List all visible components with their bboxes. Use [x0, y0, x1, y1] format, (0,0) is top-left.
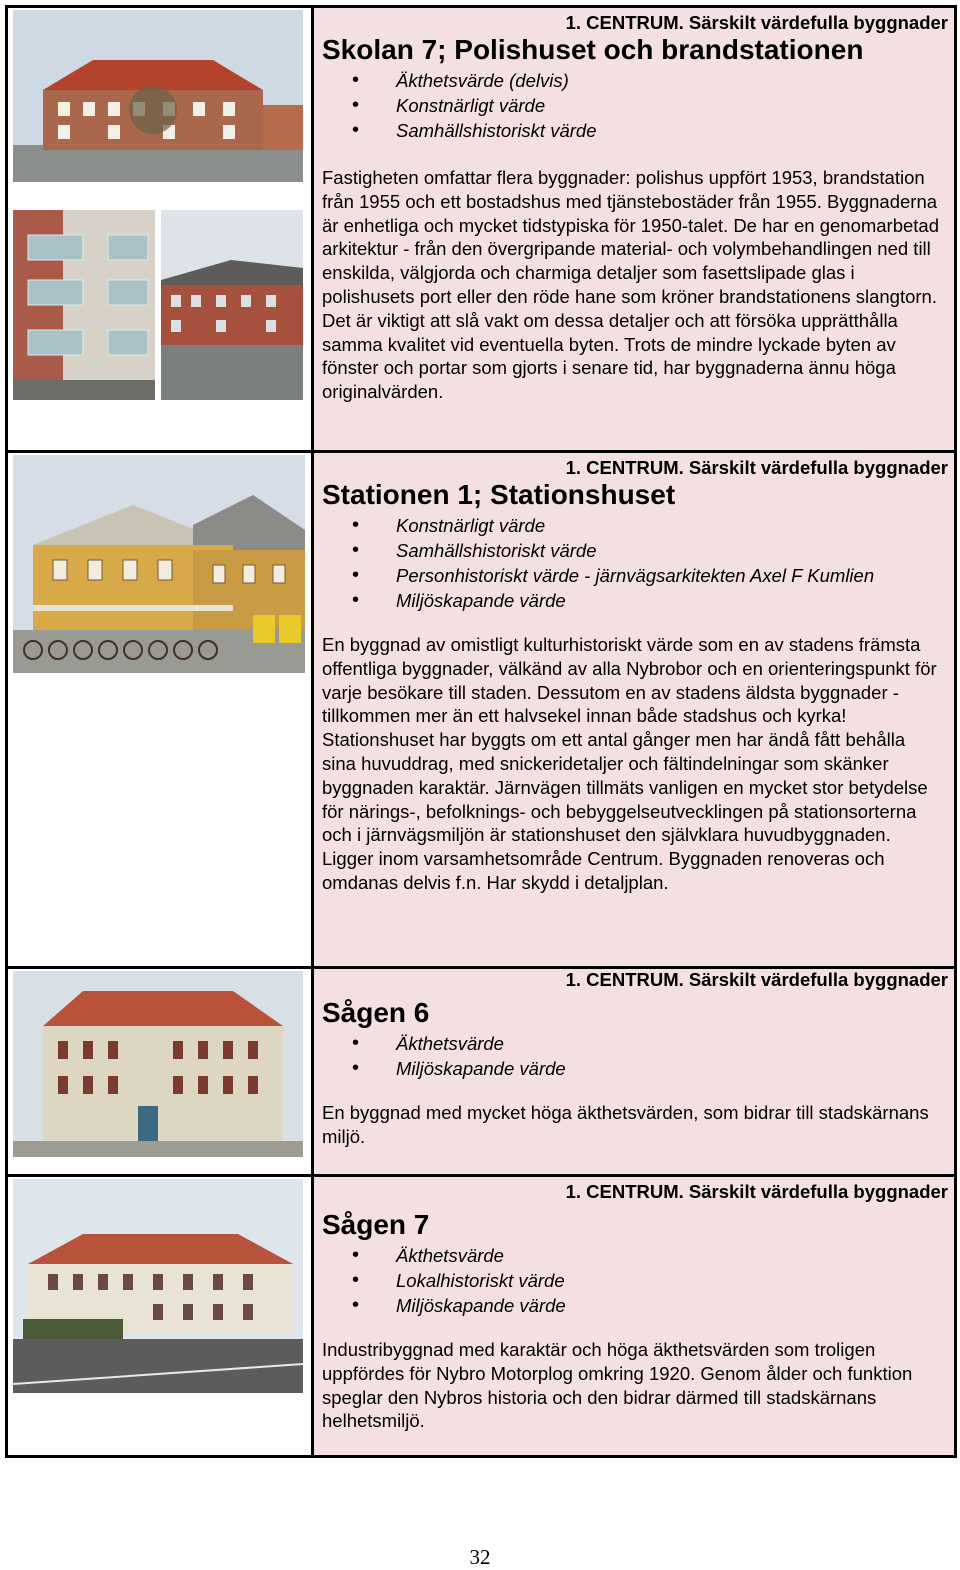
description: En byggnad med mycket höga äkthetsvärden, som bidrar till stadskärnans miljö.	[322, 1102, 929, 1147]
category-heading: 1. CENTRUM. Särskilt värdefulla byggnader	[565, 12, 948, 33]
value-item: • Samhällshistoriskt värde	[322, 538, 954, 563]
value-item: • Äkthetsvärde (delvis)	[322, 68, 954, 93]
value-item: • Äkthetsvärde	[322, 1031, 954, 1056]
inventory-table	[5, 5, 957, 1458]
entry-sagen-6	[8, 969, 954, 1177]
text-column	[314, 8, 954, 450]
text-column	[314, 1177, 954, 1455]
category-heading: 1. CENTRUM. Särskilt värdefulla byggnader	[565, 969, 948, 990]
value-item: • Miljöskapande värde	[322, 1056, 954, 1081]
text-column	[314, 969, 954, 1174]
station-building-photo	[13, 455, 305, 673]
value-item: • Miljöskapande värde	[322, 588, 954, 613]
property-title: Skolan 7; Polishuset och brandstationen	[322, 34, 864, 65]
apartment-balconies-photo	[13, 210, 155, 400]
description: Industribyggnad med karaktär och höga äkthetsvärden som troligen uppfördes för Nybro Motorplog omkring 1920. Genom ålder och funktion speglar den Nybros historia och den bidrar därmed till stadskärnans helhetsmiljö.	[322, 1339, 913, 1432]
category-heading: 1. CENTRUM. Särskilt värdefulla byggnader	[565, 1181, 948, 1202]
property-title: Stationen 1; Stationshuset	[322, 479, 676, 510]
value-item: • Konstnärligt värde	[322, 93, 954, 118]
sagen-6-building-photo	[13, 971, 303, 1157]
description: En byggnad av omistligt kulturhistoriskt värde som en av stadens främsta offentliga byggnader, välkänd av alla Nybrobor och en orienteringspunkt för varje besökare till staden. Dessutom en av stadens äldsta byggnader - tillkommen mer än ett halvsekel innan både stadshus och kyrka! Stationshuset har byggts om ett antal gånger men har ändå fått behålla sina huvuddrag, med snickeridetaljer och fältindelningar som skänker byggnaden karaktär. Järnvägen tillmäts vanligen en mycket stor betydelse för närings-, befolknings- och bebyggelseutvecklingen på stationsorterna och i järnvägsmiljön är stationshuset den självklara huvudbyggnaden. Ligger inom varsamhetsområde Centrum. Byggnaden renoveras och omdanas delvis f.n. Har skydd i detaljplan.	[322, 634, 937, 893]
photo-column	[8, 969, 314, 1174]
category-heading: 1. CENTRUM. Särskilt värdefulla byggnader	[565, 457, 948, 478]
value-item: • Miljöskapande värde	[322, 1293, 954, 1318]
description: Fastigheten omfattar flera byggnader: polishus uppfört 1953, brandstation från 1955 och ett bostadshus med tjänstebostäder från 1955. Byggnaderna är enhetliga och mycket tidstypiska för 1950-talet. De har en genomarbetad arkitektur - från den övergripande material- och volymbehandlingen ned till enskilda, välgjorda och charmiga detaljer som fasettslipade glas i polishusets port eller den röde hane som kröner brandstationens slangtorn. Det är viktigt att slå vakt om dessa detaljer och att försöka upprätthålla samma kvalitet vid eventuella byten. Trots de mindre lyckade byten av fönster och portar som gjorts i senare tid, har byggnaderna ännu höga originalvärden.	[322, 167, 940, 403]
entry-skolan-7	[8, 8, 954, 453]
property-title: Sågen 7	[322, 1209, 430, 1240]
value-item: • Samhällshistoriskt värde	[322, 118, 954, 143]
value-list	[322, 1243, 954, 1318]
apartment-building-photo	[161, 210, 303, 400]
value-item: • Konstnärligt värde	[322, 513, 954, 538]
text-column	[314, 453, 954, 966]
entry-stationen-1	[8, 453, 954, 969]
photo-column	[8, 8, 314, 450]
value-list	[322, 1031, 954, 1081]
sagen-7-building-photo	[13, 1179, 303, 1393]
page-number: 32	[469, 1545, 491, 1569]
value-list	[322, 513, 954, 613]
entry-sagen-7	[8, 1177, 954, 1455]
value-item: • Lokalhistoriskt värde	[322, 1268, 954, 1293]
police-station-photo	[13, 10, 303, 182]
value-item: • Äkthetsvärde	[322, 1243, 954, 1268]
photo-column	[8, 1177, 314, 1455]
property-title: Sågen 6	[322, 997, 430, 1028]
value-item: • Personhistoriskt värde - järnvägsarkitekten Axel F Kumlien	[322, 563, 954, 588]
value-list	[322, 68, 954, 143]
photo-column	[8, 453, 314, 966]
